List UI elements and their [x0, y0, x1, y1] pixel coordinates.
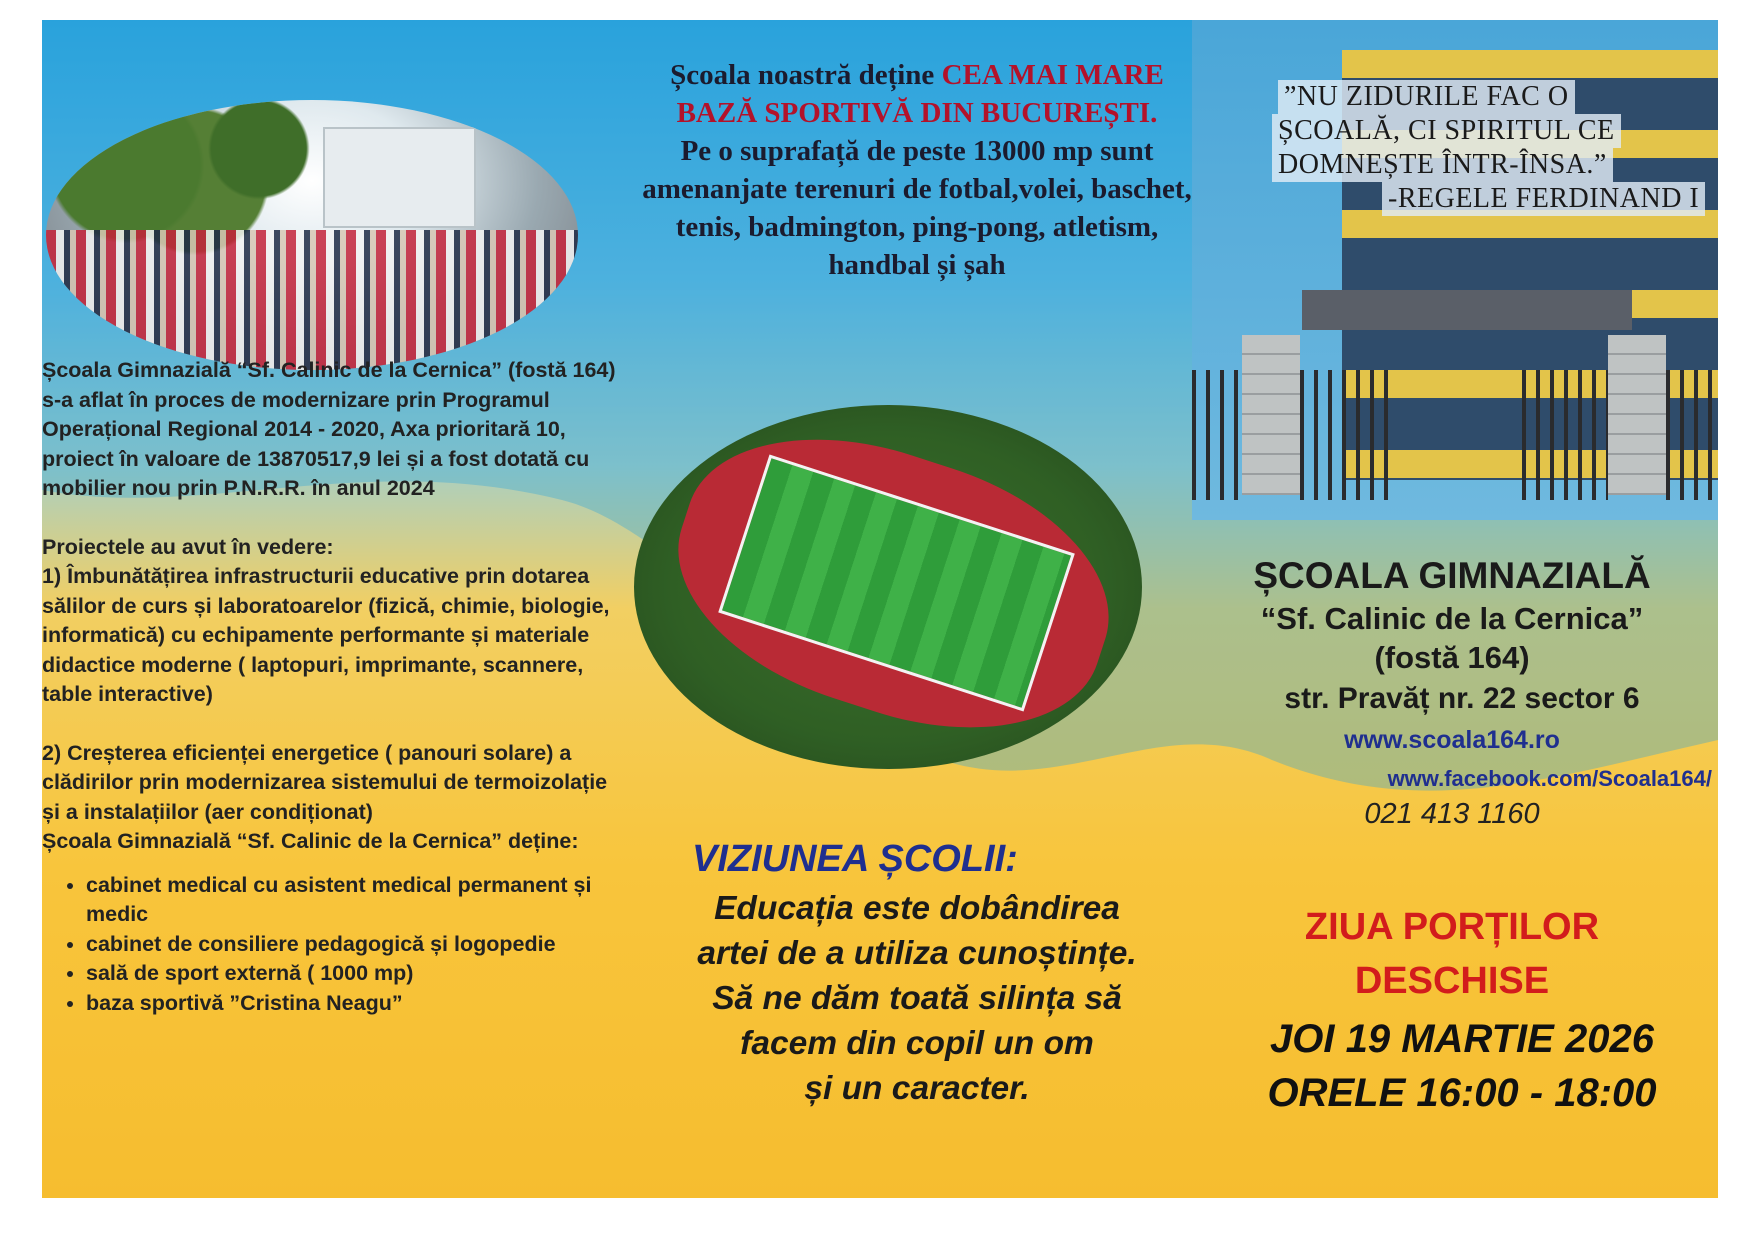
projects-title: Proiectele au avut în vedere:: [42, 534, 334, 559]
quote-line-1: ”NU ZIDURILE FAC O: [1278, 80, 1575, 114]
photo-students-schoolyard: [46, 100, 578, 370]
open-day-title: [1192, 900, 1712, 1008]
modernization-intro: Școala Gimnazială “Sf. Calinic de la Cernica” (fostă 164) s-a aflat în proces de modernizare prin Programul Operațional Regional 2014 - 2020, Axa prioritară 10, proiect în valoare de 13870517,9 lei și a fost dotată cu mobilier nou prin P.N.R.R. în anul 2024: [42, 358, 616, 500]
fence-left: [1192, 370, 1242, 500]
vision-line-2: artei de a utiliza cunoștințe.: [697, 935, 1137, 972]
vision-line-3: Să ne dăm toată silința să: [712, 980, 1122, 1017]
quote-line-2: ȘCOALĂ, CI SPIRITUL CE: [1272, 114, 1621, 148]
project-1: 1) Îmbunătățirea infrastructurii educative prin dotarea sălilor de curs și laboratoarelor (fizică, chimie, biologie, informatică) cu echipamente performante și materiale didactice moderne ( laptopuri, imprimante, scannere, table interactive): [42, 564, 610, 706]
school-address: str. Pravăț nr. 22 sector 6: [1284, 682, 1640, 715]
gate-pillar-right: [1608, 335, 1666, 495]
open-day-line-2: DESCHISE: [1354, 960, 1550, 1002]
school-facebook-link[interactable]: www.facebook.com/Scoala164/: [1387, 766, 1712, 791]
event-date: JOI 19 MARTIE 2026: [1270, 1017, 1654, 1061]
school-name: ȘCOALA GIMNAZIALĂ: [1253, 555, 1651, 596]
vision-line-4: facem din copil un om: [740, 1025, 1094, 1062]
gate-pillar-left: [1242, 335, 1300, 495]
headline-highlight: CEA MAI MARE BAZĂ SPORTIVĂ DIN BUCUREȘTI.: [676, 59, 1164, 129]
school-website-link[interactable]: www.scoala164.ro: [1344, 726, 1560, 754]
school-owns-label: Școala Gimnazială “Sf. Calinic de la Cernica” deține:: [42, 829, 579, 853]
list-item: • baza sportivă ”Cristina Neagu”: [86, 989, 622, 1019]
vision-text: [632, 886, 1202, 1111]
gate-left: [1300, 370, 1390, 500]
photo-sports-field: [634, 405, 1142, 769]
flyer: [42, 20, 1718, 1198]
entrance-canopy: [1302, 290, 1632, 330]
headline-details: Pe o suprafață de peste 13000 mp sunt amenanjate terenuri de fotbal,volei, baschet, tenis, badmington, ping-pong, atletism, handbal și șah: [642, 135, 1192, 281]
list-item: • cabinet de consiliere pedagogică și logopedie: [86, 930, 622, 960]
list-item: • cabinet medical cu asistent medical permanent și medic: [86, 871, 622, 930]
sports-base-headline: [632, 56, 1202, 284]
fence-right: [1666, 370, 1718, 500]
facilities-list: [42, 871, 622, 1019]
school-phone: 021 413 1160: [1364, 798, 1540, 830]
quote-line-3: DOMNEȘTE ÎNTR-ÎNSA.”: [1272, 148, 1613, 182]
quote-author: -REGELE FERDINAND I: [1382, 182, 1705, 216]
vision-line-1: Educația este dobândirea: [714, 890, 1120, 927]
project-2: 2) Creșterea eficienței energetice ( panouri solare) a clădirilor prin modernizarea sistemului de termoizolație și a instalațiilor (aer condiționat): [42, 740, 608, 824]
headline-part1: Școala noastră deține: [670, 59, 942, 91]
photo-building: [323, 127, 476, 228]
left-column: [42, 356, 622, 1018]
vision-title: VIZIUNEA ȘCOLII:: [692, 838, 1018, 880]
event-time: ORELE 16:00 - 18:00: [1267, 1071, 1657, 1115]
school-former-name: (fostă 164): [1374, 640, 1530, 675]
gate-right: [1522, 370, 1608, 500]
vision-line-5: și un caracter.: [804, 1070, 1030, 1107]
school-subname: “Sf. Calinic de la Cernica”: [1260, 601, 1644, 636]
open-day-line-1: ZIUA PORȚILOR: [1304, 906, 1600, 948]
photo-crowd: [46, 230, 578, 370]
list-item: • sală de sport externă ( 1000 mp): [86, 959, 622, 989]
